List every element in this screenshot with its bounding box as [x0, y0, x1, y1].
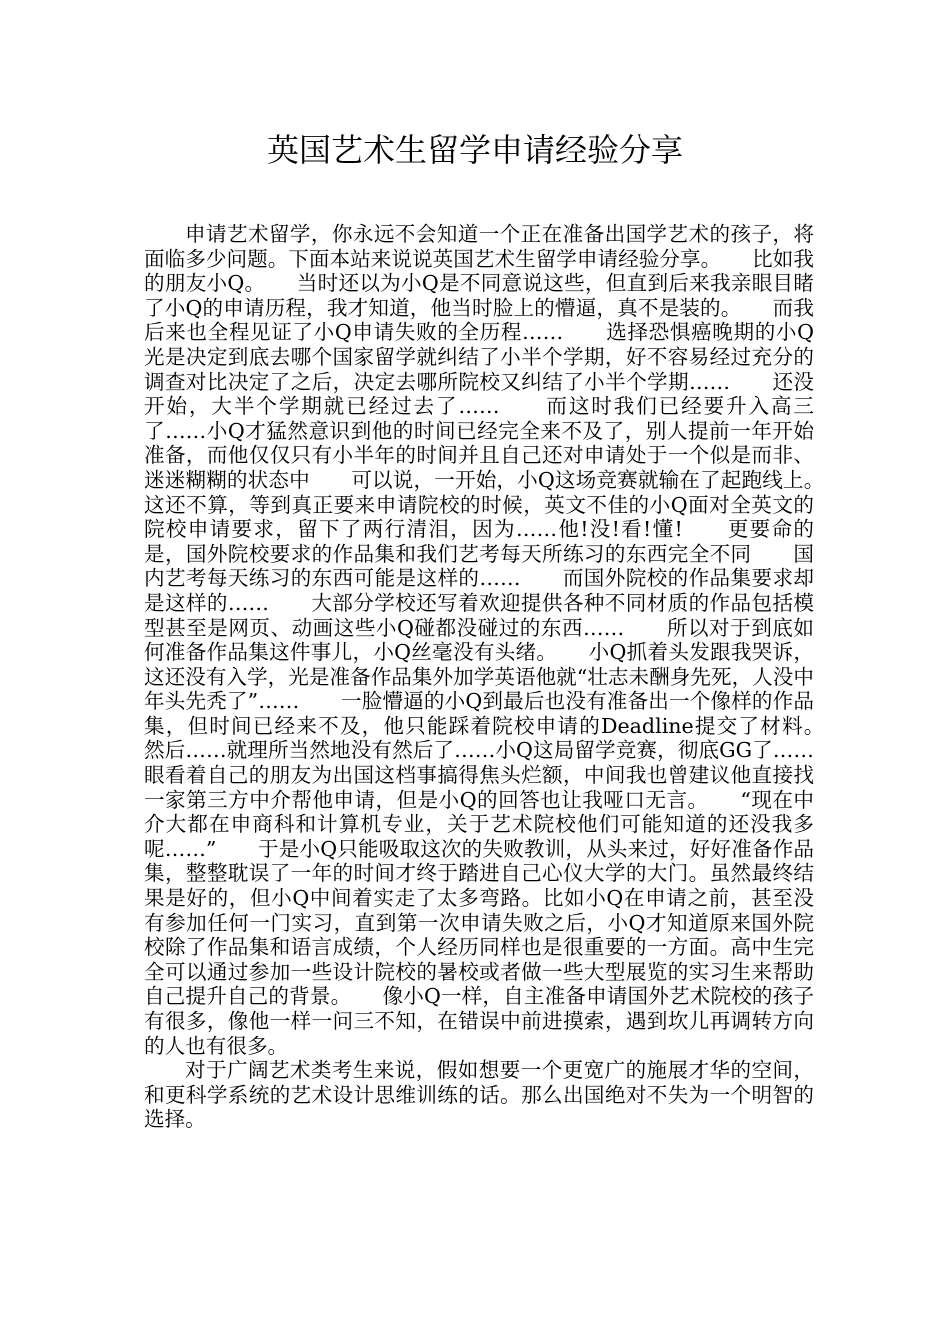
document-body	[144, 222, 856, 1132]
document-title: 英国艺术生留学申请经验分享	[266, 131, 683, 169]
paragraph-1: 申请艺术留学，你永远不会知道一个正在准备出国学艺术的孩子，将面临多少问题。下面本站来说说英国艺术生留学申请经验分享。 比如我的朋友小Q。 当时还以为小Q是不同意说这些，但直到后来我亲眼目睹了小Q的申请历程，我才知道，他当时脸上的懵逼，真不是装的。 而我后来也全程见证了小Q申请失败的全历程…… 选择恐惧癌晚期的小Q光是决定到底去哪个国家留学就纠结了小半个学期，好不容易经过充分的调查对比决定了之后，决定去哪所院校又纠结了小半个学期…… 还没开始，大半个学期就已经过去了…… 而这时我们已经要升入高三了……小Q才猛然意识到他的时间已经完全来不及了，别人提前一年开始准备，而他仅仅只有小半年的时间并且自己还对申请处于一个似是而非、迷迷糊糊的状态中 可以说，一开始，小Q这场竞赛就输在了起跑线上。 这还不算，等到真正要来申请院校的时候，英文不佳的小Q面对全英文的院校申请要求，留下了两行清泪，因为……他!没!看!懂! 更要命的是，国外院校要求的作品集和我们艺考每天所练习的东西完全不同 国内艺考每天练习的东西可能是这样的…… 而国外院校的作品集要求却是这样的…… 大部分学校还写着欢迎提供各种不同材质的作品包括模型甚至是网页、动画这些小Q碰都没碰过的东西…… 所以对于到底如何准备作品集这件事儿，小Q丝毫没有头绪。 小Q抓着头发跟我哭诉，这还没有入学，光是准备作品集外加学英语他就“壮志未酬身先死，人没中年头先秃了”…… 一脸懵逼的小Q到最后也没有准备出一个像样的作品集，但时间已经来不及，他只能踩着院校申请的Deadline提交了材料。 然后……就理所当然地没有然后了……小Q这局留学竞赛，彻底GG了…… 眼看着自己的朋友为出国这档事搞得焦头烂额，中间我也曾建议他直接找一家第三方中介帮他申请，但是小Q的回答也让我哑口无言。 “现在中介大都在申商科和计算机专业，关于艺术院校他们可能知道的还没我多呢……” 于是小Q只能吸取这次的失败教训，从头来过，好好准备作品集，整整耽误了一年的时间才终于踏进自己心仪大学的大门。虽然最终结果是好的，但小Q中间着实走了太多弯路。比如小Q在申请之前，甚至没有参加任何一门实习，直到第一次申请失败之后，小Q才知道原来国外院校除了作品集和语言成绩，个人经历同样也是很重要的一方面。高中生完全可以通过参加一些设计院校的暑校或者做一些大型展览的实习生来帮助自己提升自己的背景。 像小Q一样，自主准备申请国外艺术院校的孩子有很多，像他一样一问三不知，在错误中前进摸索，遇到坎儿再调转方向的人也有很多。	[144, 222, 856, 1058]
paragraph-2: 对于广阔艺术类考生来说，假如想要一个更宽广的施展才华的空间，和更科学系统的艺术设计思维训练的话。那么出国绝对不失为一个明智的选择。	[144, 1058, 814, 1132]
